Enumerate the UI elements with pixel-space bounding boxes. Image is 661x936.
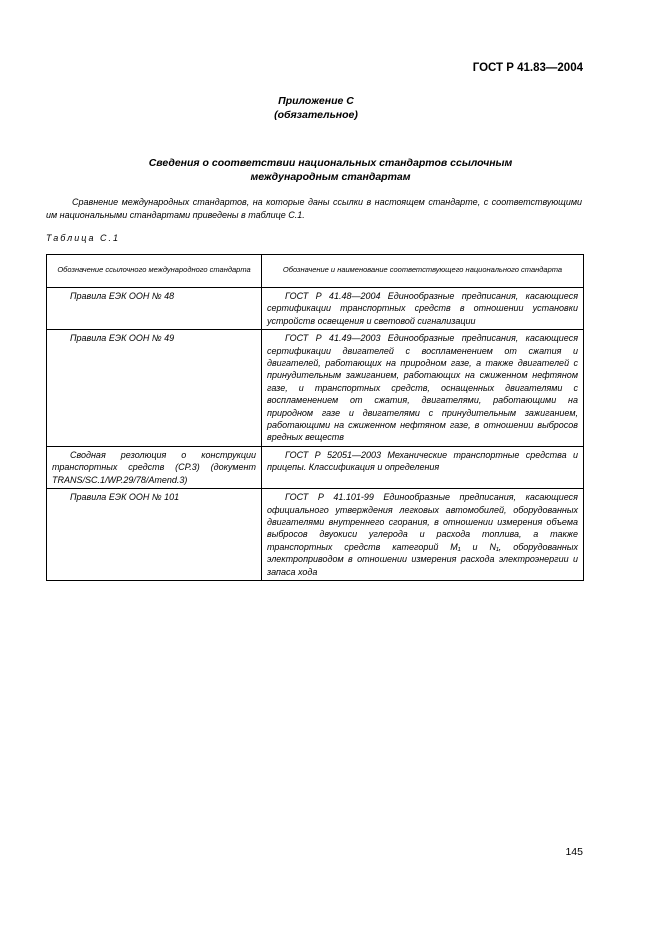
gost-standard-header: ГОСТ Р 41.83—2004 [472,62,583,74]
national-standard-cell: ГОСТ Р 41.49—2003 Единообразные предписания, касающиеся сертификации двигателей с воспламенением от сжатия и двигателей, работающих на природном газе, а также двигателей с принудительным зажиганием, работающих на сжиженном нефтяном газе, и транспортных средств, оснащенных двигателями с воспламенением от сжатия, двигателями, работающими на природном газе и двигателями с принудительным зажиганием, работающими на сжиженном нефтяном газе, в отношении выбросов вредных веществ [262,330,584,447]
table-row [47,489,584,581]
section-title-line-1: Сведения о соответствии национальных стандартов ссылочным [148,157,513,169]
appendix-heading [0,94,632,122]
table-header-row [47,255,584,288]
intl-standard-cell: Правила ЕЭК ООН № 48 [47,288,262,330]
national-standard-cell: ГОСТ Р 41.48—2004 Единообразные предписания, касающиеся сертификации транспортных средств в отношении установки устройств освещения и световой сигнализации [262,288,584,330]
intl-standard-cell: Сводная резолюция о конструкции транспортных средств (СР.3) (документ TRANS/SC.1/WP.29/78/Amend.3) [47,446,262,488]
section-title [0,156,661,184]
national-standard-cell: ГОСТ Р 52051—2003 Механические транспортные средства и прицепы. Классификация и определения [262,446,584,488]
table-row [47,330,584,447]
intl-standard-cell: Правила ЕЭК ООН № 49 [47,330,262,447]
header-intl-standard: Обозначение ссылочного международного стандарта [47,255,262,288]
standards-correspondence-table [46,254,584,581]
intro-paragraph: Сравнение международных стандартов, на которые даны ссылки в настоящем стандарте, с соответствующими им национальными стандартами приведены в таблице С.1. [46,197,582,220]
appendix-title: Приложение С [278,95,354,107]
section-title-line-2: международным стандартам [250,171,411,183]
header-national-standard: Обозначение и наименование соответствующего национального стандарта [262,255,584,288]
table-caption: Таблица С.1 [46,233,121,243]
table-row [47,288,584,330]
table-row [47,446,584,488]
appendix-subtitle: (обязательное) [274,109,358,121]
page-number: 145 [565,846,583,858]
intl-standard-cell: Правила ЕЭК ООН № 101 [47,489,262,581]
national-standard-cell: ГОСТ Р 41.101-99 Единообразные предписания, касающиеся официального утверждения легковых автомобилей, оборудованных двигателями внутреннего сгорания, в отношении измерения объема выбросов двуокиси углерода и расхода топлива, а также транспортных средств категорий M₁ и N₁, оборудованных электроприводом в отношении измерения расхода электроэнергии и запаса хода [262,489,584,581]
